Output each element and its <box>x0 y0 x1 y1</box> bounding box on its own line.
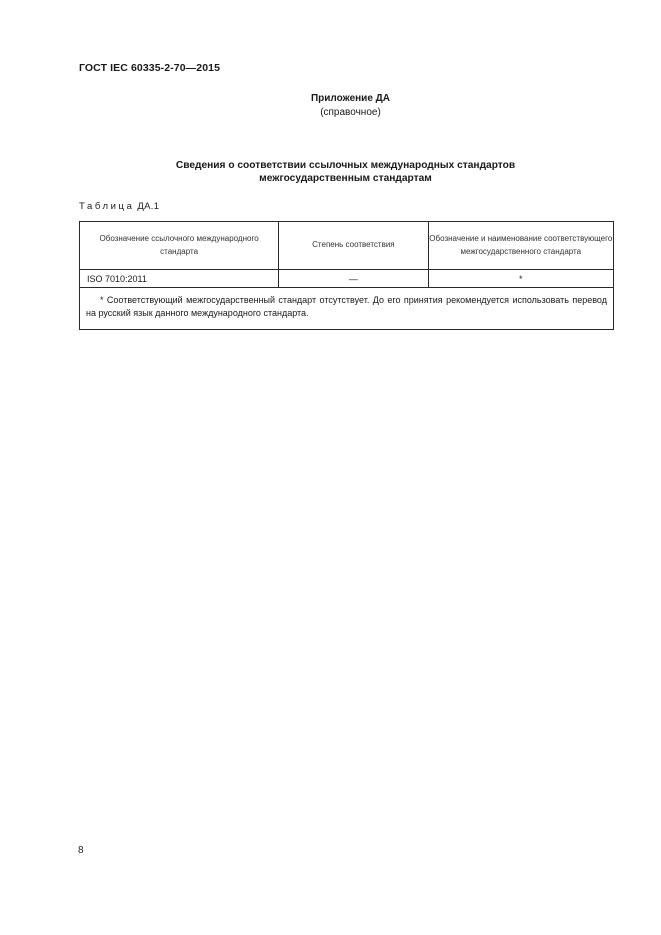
cell-interstate: * <box>428 270 613 288</box>
page-number: 8 <box>78 845 84 856</box>
table-footnote-row <box>80 288 614 330</box>
appendix-block <box>0 92 661 120</box>
table-footnote <box>80 288 614 330</box>
cell-compliance: — <box>279 270 428 288</box>
header-international-standard: Обозначение ссылочного международного стандарта <box>80 222 279 270</box>
table-caption-word: Таблица <box>79 201 135 212</box>
cell-standard-id: ISO 7010:2011 <box>80 270 279 288</box>
standards-table <box>79 221 614 330</box>
table-header-row <box>80 222 614 270</box>
table-row <box>80 270 614 288</box>
appendix-type: (справочное) <box>320 107 381 118</box>
heading-line-2: межгосударственным стандартам <box>259 173 432 184</box>
section-heading <box>0 159 661 185</box>
appendix-title: Приложение ДА <box>310 93 391 104</box>
table-caption <box>79 201 159 212</box>
heading-line-1: Сведения о соответствии ссылочных международных стандартов <box>175 160 516 171</box>
header-degree-of-compliance: Степень соответствия <box>279 222 428 270</box>
header-interstate-standard: Обозначение и наименование соответствующего межгосударственного стандарта <box>428 222 613 270</box>
table-caption-id: ДА.1 <box>137 201 160 212</box>
footnote-text: * Соответствующий межгосударственный стандарт отсутствует. До его принятия рекомендуется использовать перевод на русский язык данного международного стандарта. <box>86 295 607 318</box>
document-header: ГОСТ IEC 60335-2-70—2015 <box>79 62 221 74</box>
